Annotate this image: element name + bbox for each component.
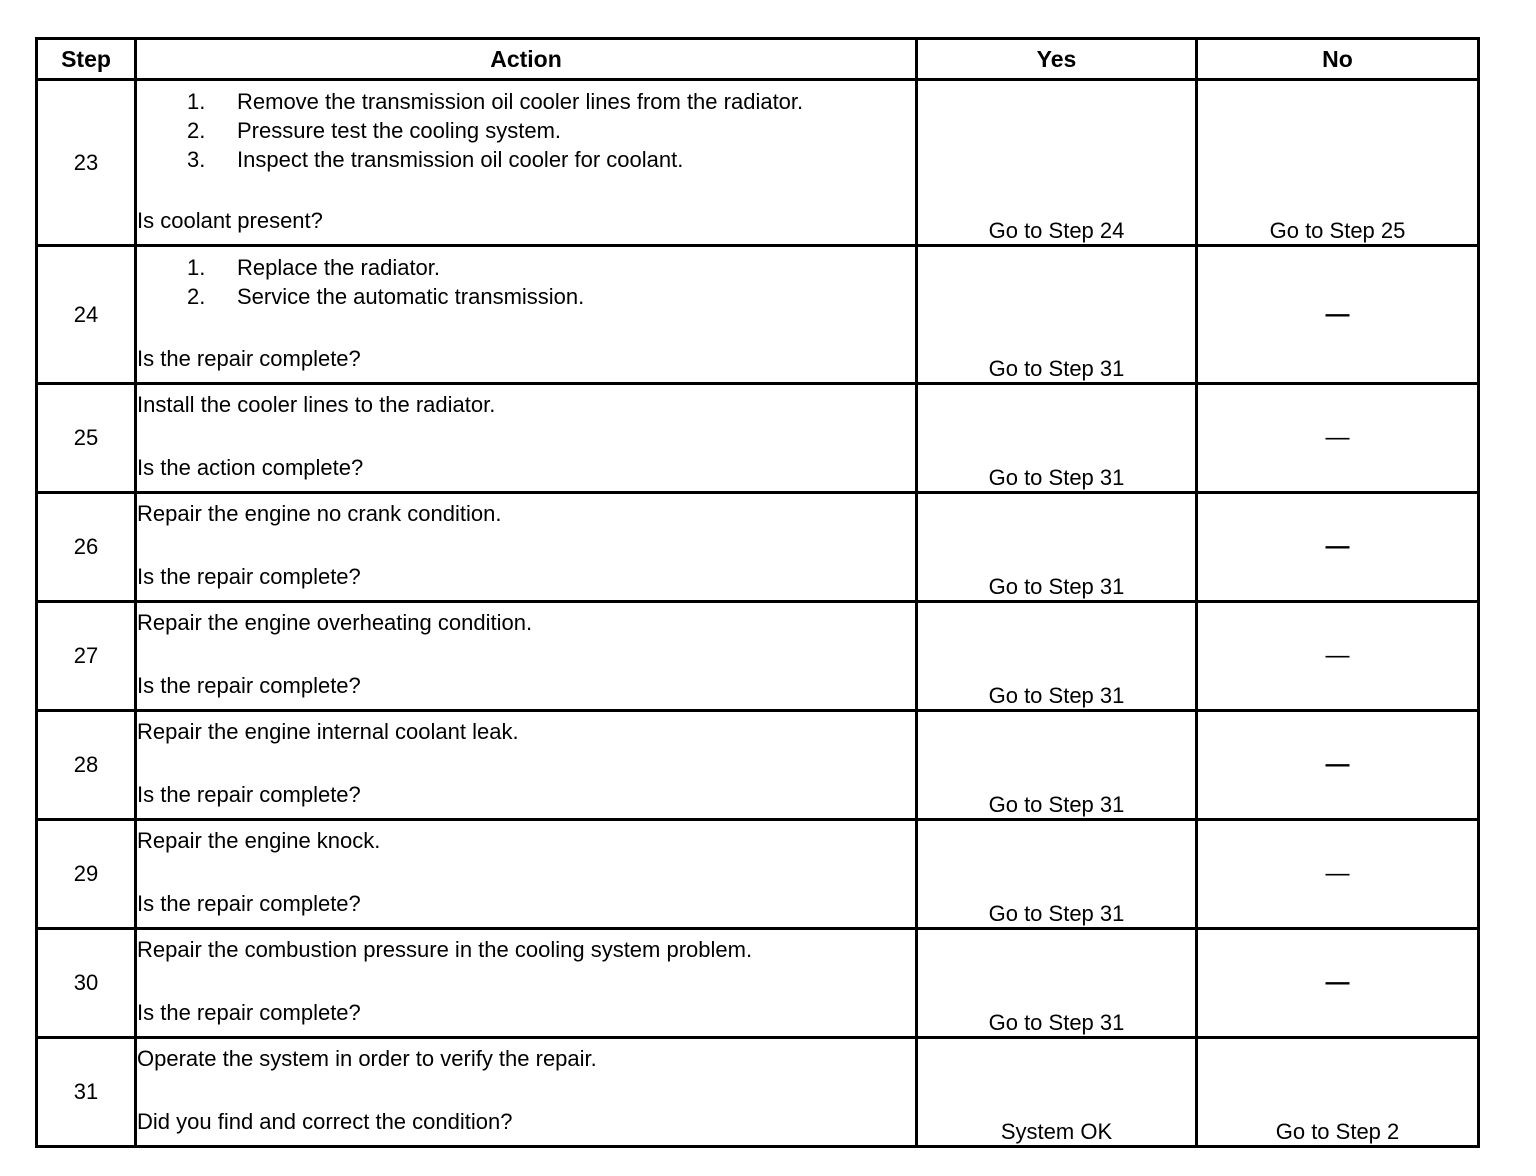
action-question: Did you find and correct the condition? [137,1109,513,1134]
list-item [187,87,915,116]
list-item [187,253,915,282]
action-text: Operate the system in order to verify the repair. [137,1046,597,1071]
table-row [37,820,1479,929]
no-dash: — [1325,642,1350,669]
no-result: Go to Step 2 [1197,1038,1479,1147]
action-list [137,87,915,174]
action-text: Repair the combustion pressure in the cooling system problem. [137,937,753,962]
action-question: Is the repair complete? [137,346,361,371]
action-text: Repair the engine knock. [137,828,381,853]
table-row [37,384,1479,493]
action-text: Repair the engine no crank condition. [137,501,502,526]
list-number: 2. [187,118,206,143]
list-item [187,145,915,174]
no-result [1197,384,1479,493]
list-item [187,116,915,145]
no-dash: — [1325,969,1350,996]
action-cell [136,602,917,711]
step-number: 24 [37,246,136,384]
action-cell [136,80,917,246]
yes-result: Go to Step 31 [917,384,1197,493]
list-text: Replace the radiator. [237,255,441,280]
step-number: 26 [37,493,136,602]
header-row [37,39,1479,80]
no-result [1197,493,1479,602]
yes-result: Go to Step 31 [917,602,1197,711]
action-question: Is the action complete? [137,455,364,480]
no-result [1197,602,1479,711]
no-result [1197,820,1479,929]
yes-result: System OK [917,1038,1197,1147]
action-question: Is the repair complete? [137,564,361,589]
list-item [187,282,915,311]
yes-result: Go to Step 31 [917,820,1197,929]
action-text: Repair the engine overheating condition. [137,610,533,635]
step-number: 29 [37,820,136,929]
table-row [37,1038,1479,1147]
header-yes: Yes [917,39,1197,80]
yes-result: Go to Step 31 [917,929,1197,1038]
no-result [1197,929,1479,1038]
no-result: Go to Step 25 [1197,80,1479,246]
table-row [37,246,1479,384]
list-text: Service the automatic transmission. [237,284,585,309]
header-no: No [1197,39,1479,80]
header-action: Action [136,39,917,80]
header-step: Step [37,39,136,80]
no-dash: — [1325,300,1350,328]
table-row [37,711,1479,820]
list-text: Pressure test the cooling system. [237,118,562,143]
action-question: Is the repair complete? [137,891,361,916]
action-question: Is coolant present? [137,208,323,233]
no-dash: — [1325,424,1350,451]
step-number: 25 [37,384,136,493]
yes-result: Go to Step 31 [917,493,1197,602]
action-cell [136,384,917,493]
no-result [1197,246,1479,384]
no-dash: — [1325,860,1350,887]
step-number: 28 [37,711,136,820]
list-number: 1. [187,255,206,280]
yes-result: Go to Step 31 [917,246,1197,384]
action-question: Is the repair complete? [137,673,361,698]
step-number: 30 [37,929,136,1038]
action-list [137,253,915,311]
action-cell [136,1038,917,1147]
yes-result: Go to Step 31 [917,711,1197,820]
action-text: Repair the engine internal coolant leak. [137,719,519,744]
table-row [37,929,1479,1038]
step-number: 27 [37,602,136,711]
list-text: Inspect the transmission oil cooler for coolant. [237,147,684,172]
list-number: 3. [187,147,206,172]
diagnostic-table [35,37,1480,1148]
action-cell [136,493,917,602]
action-question: Is the repair complete? [137,1000,361,1025]
list-text: Remove the transmission oil cooler lines from the radiator. [237,89,804,114]
action-text: Install the cooler lines to the radiator. [137,392,496,417]
table-row [37,493,1479,602]
action-cell [136,820,917,929]
action-cell [136,929,917,1038]
no-dash: — [1325,533,1350,560]
step-number: 23 [37,80,136,246]
table-row [37,602,1479,711]
yes-result: Go to Step 24 [917,80,1197,246]
no-result [1197,711,1479,820]
table-row [37,80,1479,246]
action-cell [136,711,917,820]
no-dash: — [1325,751,1350,778]
action-question: Is the repair complete? [137,782,361,807]
list-number: 1. [187,89,206,114]
list-number: 2. [187,284,206,309]
step-number: 31 [37,1038,136,1147]
action-cell [136,246,917,384]
